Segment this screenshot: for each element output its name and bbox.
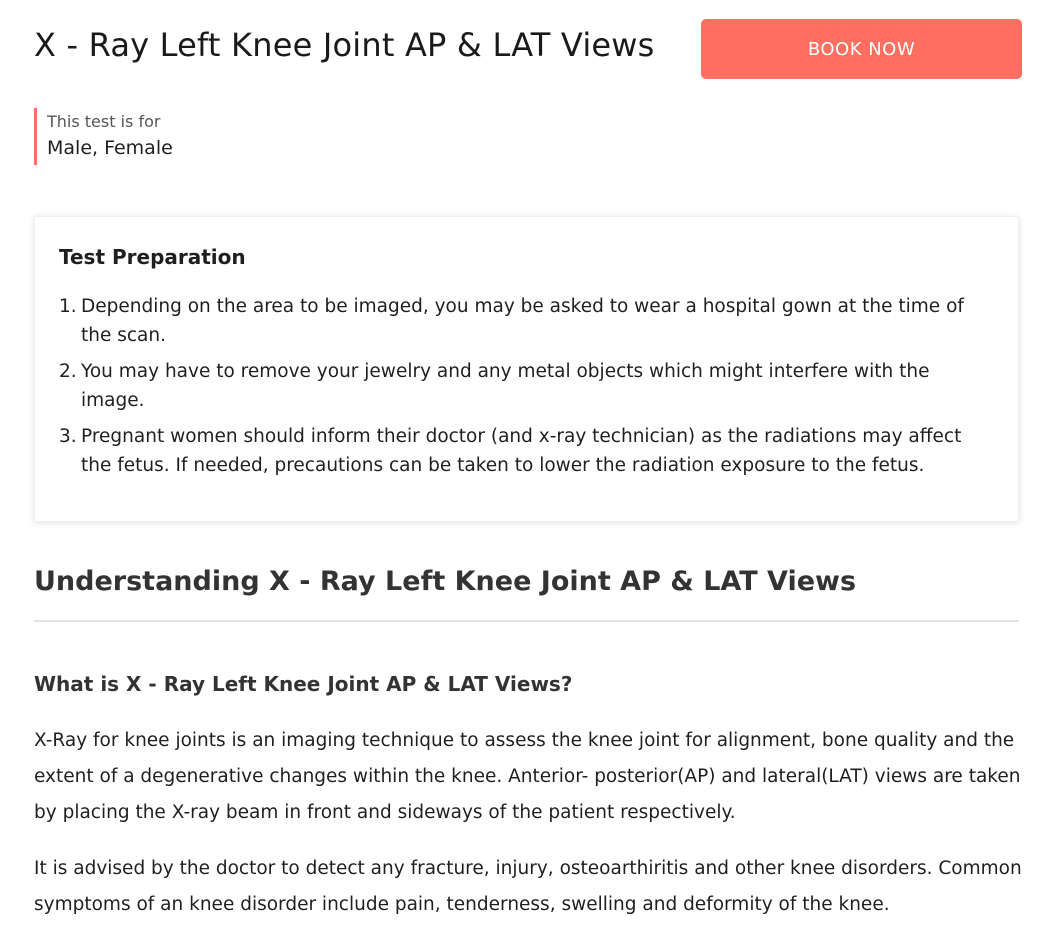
test-for-block <box>34 108 173 165</box>
understanding-heading: Understanding X - Ray Left Knee Joint AP & LAT Views <box>34 566 857 597</box>
description-paragraph: X-Ray for knee joints is an imaging technique to assess the knee joint for alignment, bone quality and the extent of a degenerative changes within the knee. Anterior- posterior(AP) and lateral(LAT) views are taken by placing the X-ray beam in front and sideways of the patient respectively. <box>34 730 1021 823</box>
test-preparation-list <box>59 292 994 480</box>
section-divider <box>34 620 1019 622</box>
list-item-text: Pregnant women should inform their doctor (and x-ray technician) as the radiations may affect the fetus. If needed, precautions can be taken to lower the radiation exposure to the fetus. <box>81 426 962 476</box>
what-is-heading: What is X - Ray Left Knee Joint AP & LAT Views? <box>34 672 573 696</box>
test-for-label: This test is for <box>47 112 161 131</box>
list-item <box>59 422 994 480</box>
test-for-value: Male, Female <box>47 137 173 159</box>
list-item-text: You may have to remove your jewelry and any metal objects which might interfere with the image. <box>81 361 930 411</box>
advice-paragraph: It is advised by the doctor to detect any fracture, injury, osteoarthiritis and other knee disorders. Common symptoms of an knee disorder include pain, tenderness, swelling and deformity of the knee. <box>34 858 1022 915</box>
list-item-number: 1. <box>59 296 77 317</box>
list-item <box>59 357 994 415</box>
list-item-text: Depending on the area to be imaged, you may be asked to wear a hospital gown at the time of the scan. <box>81 296 964 346</box>
page-title: X - Ray Left Knee Joint AP & LAT Views <box>34 26 655 64</box>
list-item-number: 3. <box>59 426 77 447</box>
book-now-button[interactable]: BOOK NOW <box>701 19 1022 79</box>
list-item <box>59 292 994 350</box>
test-preparation-title: Test Preparation <box>59 245 246 269</box>
test-preparation-card <box>34 216 1019 522</box>
list-item-number: 2. <box>59 361 77 382</box>
